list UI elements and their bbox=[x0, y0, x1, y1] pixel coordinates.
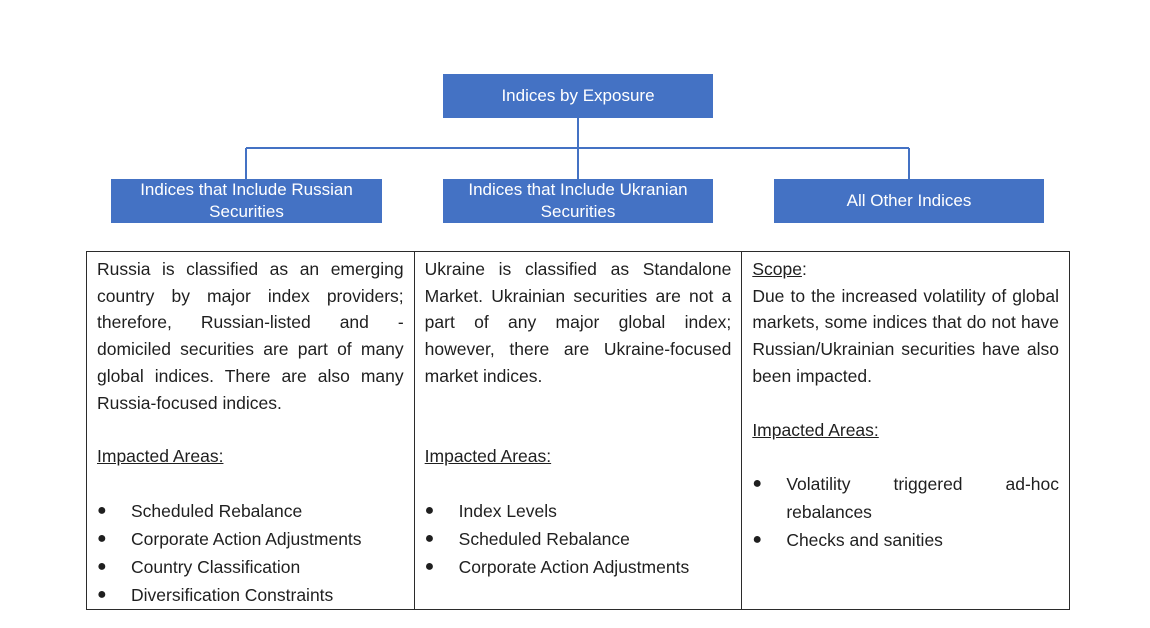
list-item-text: Volatility triggered ad-hoc rebalances bbox=[786, 474, 1059, 523]
child-node-ukranian bbox=[443, 179, 713, 223]
child-node-label: All Other Indices bbox=[846, 191, 972, 210]
list-item bbox=[97, 553, 404, 581]
bullet-icon: ● bbox=[752, 531, 762, 549]
list-item bbox=[97, 497, 404, 525]
list-item bbox=[425, 525, 732, 553]
russian-areas-title: Impacted Areas: bbox=[97, 446, 224, 467]
bullet-icon: ● bbox=[424, 529, 435, 547]
spacer bbox=[425, 390, 732, 417]
other-areas-title-wrap bbox=[752, 417, 1059, 444]
list-item bbox=[752, 470, 1059, 526]
list-item-text: Scheduled Rebalance bbox=[458, 528, 630, 549]
list-item-text: Index Levels bbox=[458, 500, 557, 521]
other-description: Due to the increased volatility of global markets, some indices that do not have Russian/Ukrainian securities have also been impacted. bbox=[752, 285, 1059, 386]
list-item-text: Diversification Constraints bbox=[131, 584, 334, 605]
scope-suffix: : bbox=[801, 259, 807, 279]
russian-areas-title-wrap bbox=[97, 443, 404, 470]
list-item-text: Country Classification bbox=[131, 556, 301, 577]
list-item bbox=[425, 553, 732, 581]
bullet-icon: ● bbox=[97, 529, 107, 547]
detail-table bbox=[86, 251, 1070, 610]
bullet-icon: ● bbox=[752, 475, 762, 493]
other-areas-title: Impacted Areas: bbox=[752, 419, 879, 440]
russian-areas-list bbox=[97, 497, 404, 609]
list-item bbox=[752, 526, 1059, 554]
detail-cell-ukranian bbox=[414, 252, 742, 610]
other-scope-line bbox=[752, 256, 1059, 283]
child-node-other bbox=[774, 179, 1044, 223]
bullet-icon: ● bbox=[424, 557, 435, 575]
scope-label: Scope bbox=[752, 259, 802, 279]
list-item bbox=[97, 525, 404, 553]
list-item-text: Checks and sanities bbox=[786, 530, 943, 551]
root-node-indices-by-exposure bbox=[443, 74, 713, 118]
ukranian-areas-title: Impacted Areas: bbox=[424, 446, 552, 467]
child-node-label: Indices that Include Russian Securities bbox=[140, 180, 353, 221]
bullet-icon: ● bbox=[97, 557, 107, 575]
detail-cell-russian bbox=[87, 252, 415, 610]
list-item-text: Scheduled Rebalance bbox=[131, 500, 303, 521]
ukranian-areas-title-wrap bbox=[425, 443, 732, 470]
ukranian-areas-list bbox=[425, 497, 732, 581]
ukranian-description: Ukraine is classified as Standalone Market. Ukrainian securities are not a part of any major global index; however, there are Ukraine-focused market indices. bbox=[424, 259, 732, 386]
list-item-text: Corporate Action Adjustments bbox=[131, 528, 362, 549]
child-node-label: Indices that Include Ukranian Securities bbox=[468, 180, 688, 221]
bullet-icon: ● bbox=[97, 501, 107, 519]
detail-cell-other bbox=[742, 252, 1070, 610]
other-areas-list bbox=[752, 470, 1059, 554]
bullet-icon: ● bbox=[424, 501, 435, 519]
root-node-label: Indices by Exposure bbox=[501, 86, 655, 105]
russian-description: Russia is classified as an emerging country by major index providers; therefore, Russian-listed and -domiciled securities are part of many global indices. There are also many Russia-focused indices. bbox=[97, 259, 404, 413]
list-item bbox=[97, 581, 404, 609]
list-item bbox=[425, 497, 732, 525]
detail-row bbox=[87, 252, 1070, 610]
child-node-russian bbox=[111, 179, 382, 223]
bullet-icon: ● bbox=[97, 585, 107, 603]
list-item-text: Corporate Action Adjustments bbox=[458, 556, 690, 577]
